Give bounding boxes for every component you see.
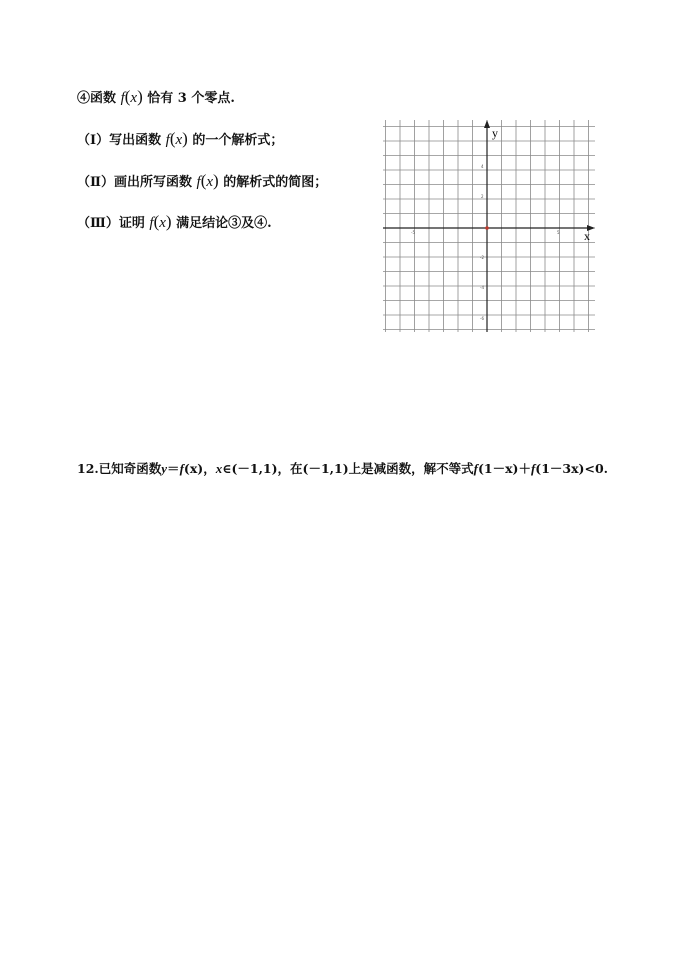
y-axis-label: y: [492, 126, 498, 140]
y-axis-arrow: [484, 120, 490, 128]
condition-4-prefix: 函数: [90, 91, 117, 106]
tick-label-y-2: 2: [481, 194, 484, 199]
tick-label-x-5: 5: [557, 230, 560, 235]
origin-point: [485, 226, 489, 230]
part-1-suffix: 的一个解析式；: [192, 133, 284, 148]
part-2-marker: （Ⅱ）: [77, 175, 114, 190]
part-2-suffix: 的解析式的简图；: [223, 175, 328, 190]
part-3-marker: （Ⅲ）: [77, 216, 119, 231]
question-12: 12.已知奇函数y＝f(x)，x∈(－1,1)，在(－1,1)上是减函数，解不等式f(1－x)＋f(1－3x)<0.: [77, 461, 609, 476]
part-1-marker: （Ⅰ）: [77, 133, 110, 148]
part-1: [77, 130, 283, 150]
function-notation: f(x): [196, 171, 219, 190]
part-1-prefix: 写出函数: [109, 133, 162, 148]
x-axis-label: x: [584, 229, 590, 243]
function-notation: f(x): [120, 87, 143, 106]
part-3: [77, 213, 272, 233]
part-3-suffix: 满足结论③及④.: [176, 216, 272, 231]
part-3-prefix: 证明: [118, 216, 145, 231]
condition-4-marker: ④: [77, 91, 91, 106]
condition-4-suffix: 恰有 3 个零点.: [147, 91, 235, 106]
question-12-number: 12: [77, 461, 95, 476]
tick-label-x-neg5: -5: [411, 230, 415, 235]
part-2-prefix: 画出所写函数: [113, 175, 192, 190]
coordinate-grid: [383, 120, 595, 332]
part-2: [77, 172, 327, 192]
condition-4: [77, 88, 235, 108]
tick-label-y-neg6: -6: [480, 316, 484, 321]
grid-lines: [383, 120, 595, 332]
tick-label-y-neg4: -4: [480, 285, 484, 290]
tick-label-y-4: 4: [481, 164, 484, 169]
function-notation: f(x): [149, 212, 172, 231]
tick-label-y-neg2: -2: [480, 255, 484, 260]
function-notation: f(x): [165, 129, 188, 148]
